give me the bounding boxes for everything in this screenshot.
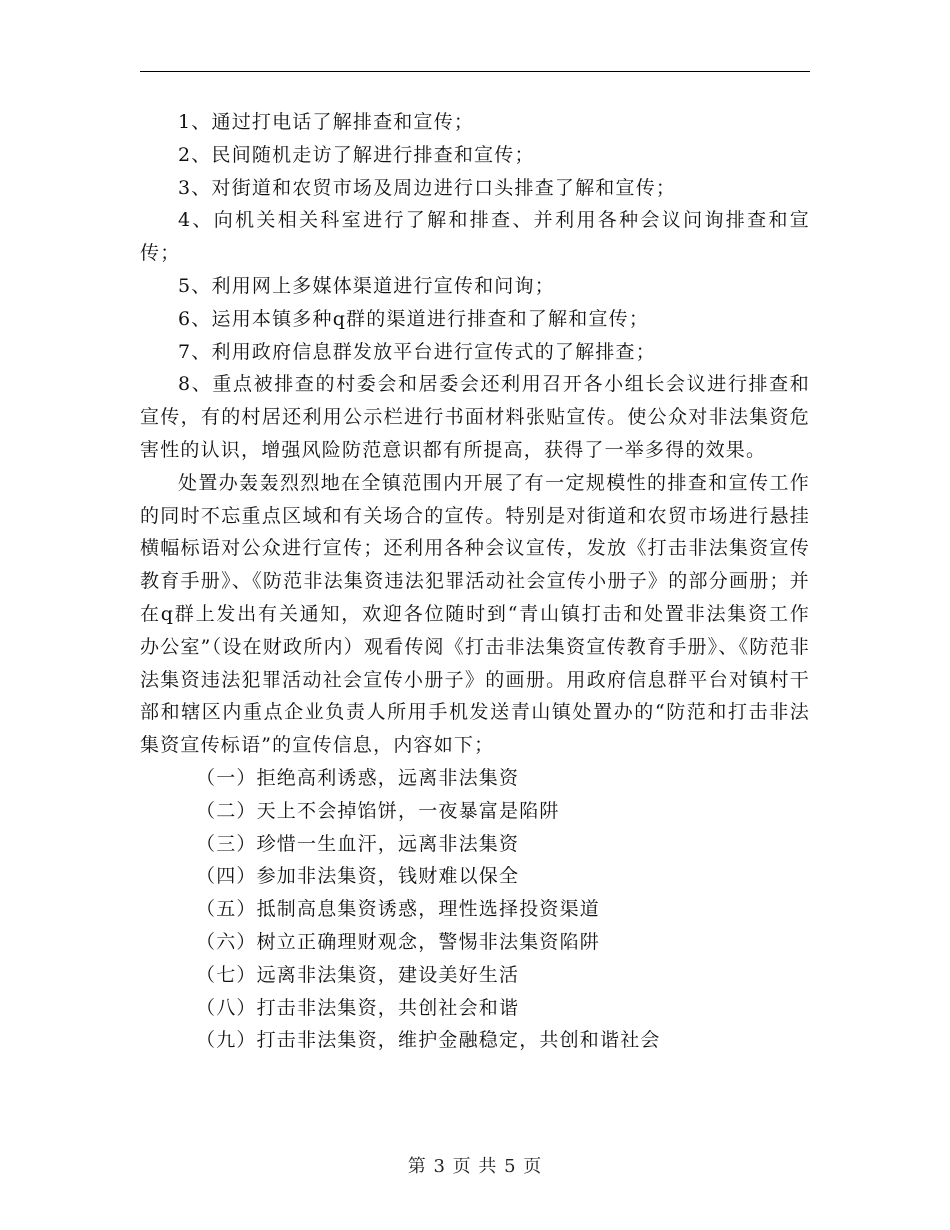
- slogan-item: （八）打击非法集资，共创社会和谐: [196, 996, 520, 1019]
- paragraph-publicity: 处置办轰轰烈烈地在全镇范围内开展了有一定规模性的排查和宣传工作的同时不忘重点区域和有关场合的宣传。特别是对街道和农贸市场进行悬挂横幅标语对公众进行宣传；还利用各种会议宣传，发放《打击非法集资宣传教育手册》、《防范非法集资违法犯罪活动社会宣传小册子》的部分画册；并在q群上发出有关通知，欢迎各位随时到“青山镇打击和处置非法集资工作办公室”（设在财政所内）观看传阅《打击非法集资宣传教育手册》、《防范非法集资违法犯罪活动社会宣传小册子》的画册。用政府信息群平台对镇村干部和辖区内重点企业负责人所用手机发送青山镇处置办的“防范和打击非法集资宣传标语”的宣传信息，内容如下；: [140, 471, 810, 757]
- slogan-item: （四）参加非法集资，钱财难以保全: [196, 865, 520, 888]
- paragraph-item-8: 8、重点被排查的村委会和居委会还利用召开各小组长会议进行排查和宣传，有的村居还利用公示栏进行书面材料张贴宣传。使公众对非法集资危害性的认识，增强风险防范意识都有所提高，获得了一举多得的效果。: [140, 373, 810, 461]
- slogan-item: （九）打击非法集资，维护金融稳定，共创和谐社会: [196, 1029, 661, 1052]
- slogan-item: （七）远离非法集资，建设美好生活: [196, 963, 520, 986]
- slogan-item: （三）珍惜一生血汗，远离非法集资: [196, 832, 520, 855]
- paragraph-item-3: 3、对街道和农贸市场及周边进行口头排查了解和宣传；: [178, 176, 677, 199]
- document-body: [140, 106, 810, 1057]
- paragraph-item-2: 2、民间随机走访了解进行排查和宣传；: [178, 143, 535, 166]
- slogan-item: （六）树立正确理财观念，警惕非法集资陷阱: [196, 930, 601, 953]
- paragraph-item-1: 1、通过打电话了解排查和宣传；: [178, 111, 475, 133]
- slogan-item: （五）抵制高息集资诱惑，理性选择投资渠道: [196, 898, 601, 921]
- paragraph-item-6: 6、运用本镇多种q群的渠道进行排查和了解和宣传；: [178, 307, 650, 330]
- paragraph-item-5: 5、利用网上多媒体渠道进行宣传和问询；: [178, 274, 555, 297]
- header-rule: [140, 71, 810, 72]
- paragraph-item-4: 4、向机关相关科室进行了解和排查、并利用各种会议问询排查和宣传；: [140, 209, 810, 265]
- slogan-item: （一）拒绝高利诱惑，远离非法集资: [196, 766, 520, 789]
- page-number: 第 3 页 共 5 页: [407, 1156, 543, 1177]
- slogan-list: [140, 762, 810, 1057]
- slogan-item: （二）天上不会掉馅饼，一夜暴富是陷阱: [196, 799, 560, 822]
- paragraph-item-7: 7、利用政府信息群发放平台进行宣传式的了解排查；: [178, 340, 656, 363]
